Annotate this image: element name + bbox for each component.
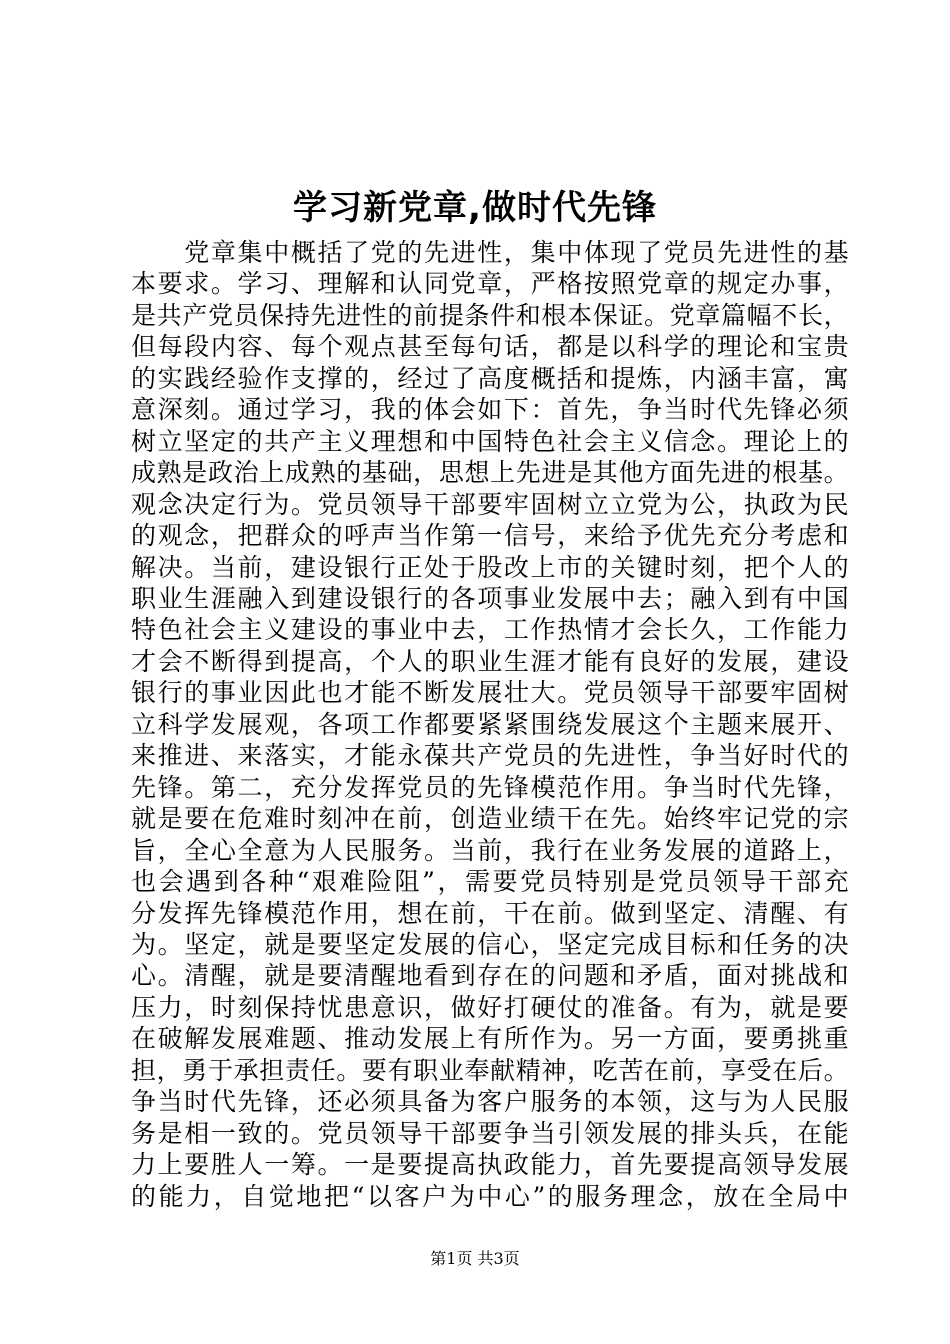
body-line: 压力，时刻保持忧患意识，做好打硬仗的准备。有为，就是要	[131, 992, 849, 1022]
body-line: 解决。当前，建设银行正处于股改上市的关键时刻，把个人的	[131, 552, 849, 582]
body-line: 意深刻。通过学习，我的体会如下：首先，争当时代先锋必须	[131, 395, 849, 425]
body-line: 的观念，把群众的呼声当作第一信号，来给予优先充分考虑和	[131, 521, 849, 551]
page-number-footer: 第1页 共3页	[430, 1249, 520, 1268]
body-line: 务是相一致的。党员领导干部要争当引领发展的排头兵，在能	[131, 1118, 849, 1148]
body-line: 银行的事业因此也才能不断发展壮大。党员领导干部要牢固树	[131, 678, 849, 708]
body-line: 观念决定行为。党员领导干部要牢固树立立党为公，执政为民	[131, 489, 849, 519]
body-line: 先锋。第二，充分发挥党员的先锋模范作用。争当时代先锋，	[131, 772, 849, 802]
body-line: 党章集中概括了党的先进性，集中体现了党员先进性的基	[131, 238, 849, 267]
body-line: 特色社会主义建设的事业中去，工作热情才会长久，工作能力	[131, 615, 849, 645]
body-line: 是共产党员保持先进性的前提条件和根本保证。党章篇幅不长，	[131, 300, 849, 330]
body-line: 担，勇于承担责任。要有职业奉献精神，吃苦在前，享受在后。	[131, 1055, 849, 1085]
body-line: 为。坚定，就是要坚定发展的信心，坚定完成目标和任务的决	[131, 929, 849, 959]
body-line: 但每段内容、每个观点甚至每句话，都是以科学的理论和宝贵	[131, 332, 849, 362]
body-line: 来推进、来落实，才能永葆共产党员的先进性，争当好时代的	[131, 741, 849, 771]
body-line: 也会遇到各种“艰难险阻”，需要党员特别是党员领导干部充	[131, 867, 849, 897]
body-line: 的实践经验作支撑的，经过了高度概括和提炼，内涵丰富，寓	[131, 363, 849, 393]
body-line: 职业生涯融入到建设银行的各项事业发展中去；融入到有中国	[131, 583, 849, 613]
body-line: 本要求。学习、理解和认同党章，严格按照党章的规定办事，	[131, 269, 849, 299]
body-line: 成熟是政治上成熟的基础，思想上先进是其他方面先进的根基。	[131, 458, 849, 488]
body-line: 心。清醒，就是要清醒地看到存在的问题和矛盾，面对挑战和	[131, 961, 849, 991]
body-line: 在破解发展难题、推动发展上有所作为。另一方面，要勇挑重	[131, 1024, 849, 1054]
body-line: 树立坚定的共产主义理想和中国特色社会主义信念。理论上的	[131, 426, 849, 456]
document-body	[131, 237, 849, 1212]
body-line: 分发挥先锋模范作用，想在前，干在前。做到坚定、清醒、有	[131, 898, 849, 928]
body-line: 才会不断得到提高，个人的职业生涯才能有良好的发展，建设	[131, 646, 849, 676]
body-line: 力上要胜人一筹。一是要提高执政能力，首先要提高领导发展	[131, 1150, 849, 1180]
document-title: 学习新党章,做时代先锋	[293, 188, 657, 228]
body-line: 争当时代先锋，还必须具备为客户服务的本领，这与为人民服	[131, 1087, 849, 1117]
body-line: 的能力，自觉地把“以客户为中心”的服务理念，放在全局中	[131, 1181, 849, 1211]
body-line: 立科学发展观，各项工作都要紧紧围绕发展这个主题来展开、	[131, 709, 849, 739]
body-line: 就是要在危难时刻冲在前，创造业绩干在先。始终牢记党的宗	[131, 804, 849, 834]
body-line: 旨，全心全意为人民服务。当前，我行在业务发展的道路上，	[131, 835, 849, 865]
